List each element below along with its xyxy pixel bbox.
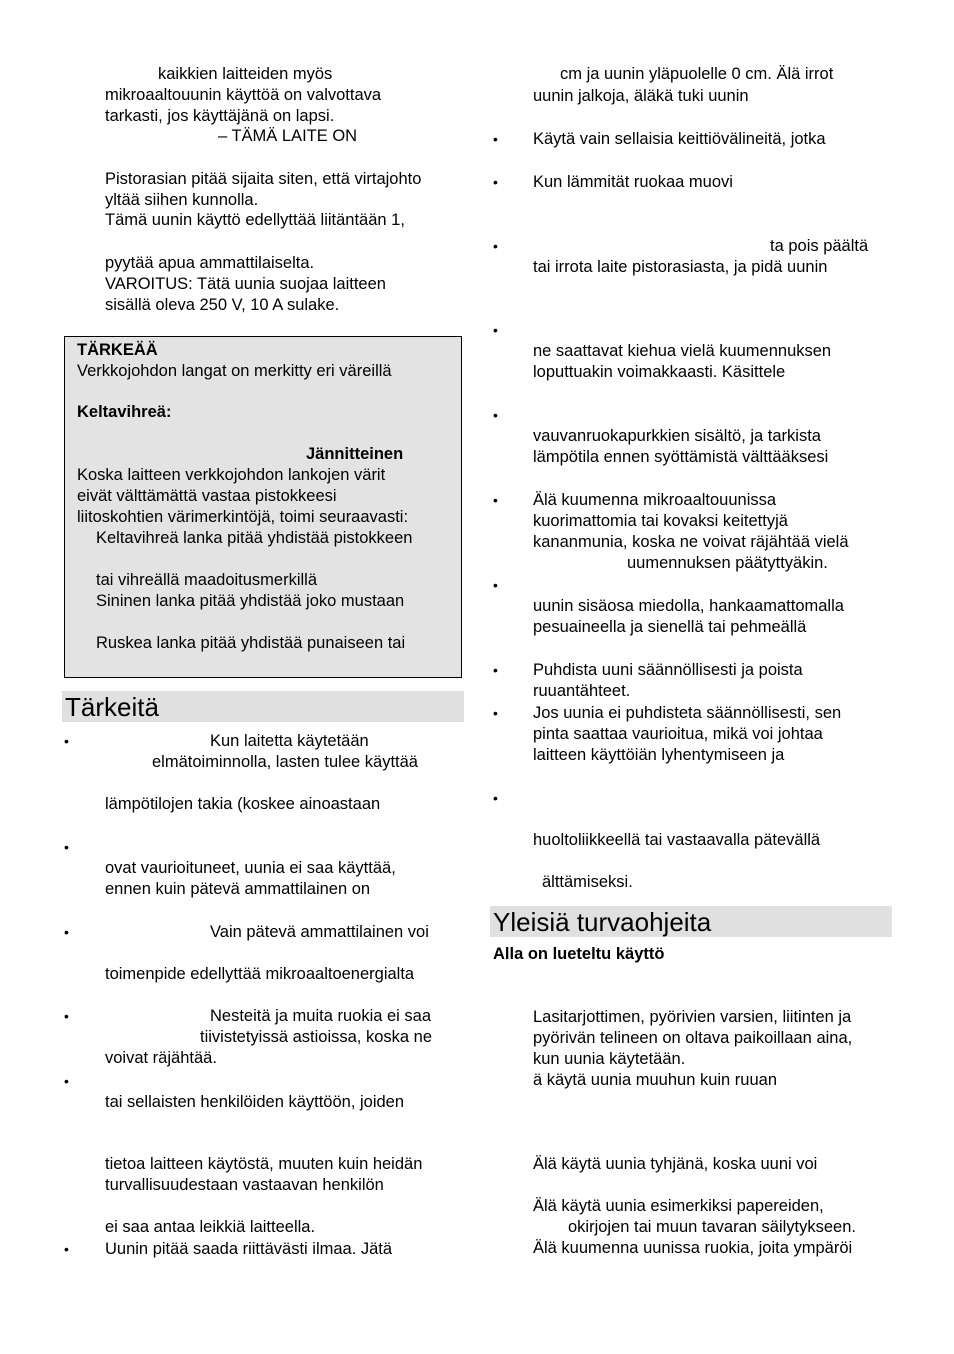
text-line: sisällä oleva 250 V, 10 A sulake.: [105, 296, 340, 314]
list-item: lämpötilojen takia (koskee ainoastaan: [105, 795, 381, 813]
bullet: •: [64, 1073, 69, 1089]
list-item: ovat vaurioituneet, uunia ei saa käyttää,: [105, 859, 396, 877]
list-item: elmätoiminnolla, lasten tulee käyttää: [152, 753, 418, 771]
text-line: Pistorasian pitää sijaita siten, että virtajohto: [105, 170, 422, 188]
list-item: uumennuksen päätyttyäkin.: [627, 554, 828, 572]
text-line: Älä käytä uunia esimerkiksi papereiden,: [533, 1197, 824, 1215]
list-item: ta pois päältä: [770, 237, 869, 255]
list-item: huoltoliikkeellä tai vastaavalla pätevällä: [533, 831, 821, 849]
text-line: kun uunia käytetään.: [533, 1050, 686, 1068]
bullet: •: [493, 238, 498, 254]
list-item: voivat räjähtää.: [105, 1049, 217, 1067]
list-item: Nesteitä ja muita ruokia ei saa: [210, 1007, 432, 1025]
box-title: TÄRKEÄÄ: [77, 341, 158, 359]
bullet: •: [64, 839, 69, 855]
list-item: uunin sisäosa miedolla, hankaamattomalla: [533, 597, 844, 615]
bullet: •: [493, 492, 498, 508]
box-line: eivät välttämättä vastaa pistokkeesi: [77, 487, 337, 505]
text-line: yltää siihen kunnolla.: [105, 191, 259, 209]
list-item: toimenpide edellyttää mikroaaltoenergialta: [105, 965, 415, 983]
list-item: ne saattavat kiehua vielä kuumennuksen: [533, 342, 832, 360]
list-item: tai sellaisten henkilöiden käyttöön, joiden: [105, 1093, 405, 1111]
list-item: lämpötila ennen syöttämistä välttääksesi: [533, 448, 829, 466]
list-item: pinta saattaa vaurioitua, mikä voi johtaa: [533, 725, 823, 743]
text-line: kaikkien laitteiden myös: [158, 65, 333, 83]
bullet: •: [493, 131, 498, 147]
bullet: •: [64, 733, 69, 749]
list-item: älttämiseksi.: [542, 873, 633, 891]
text-line: ä käytä uunia muuhun kuin ruuan: [533, 1071, 778, 1089]
box-line: Verkkojohdon langat on merkitty eri väreillä: [77, 362, 392, 380]
list-item: loputtuakin voimakkaasti. Käsittele: [533, 363, 786, 381]
section-heading: Tärkeitä: [65, 692, 159, 722]
text-line: okirjojen tai muun tavaran säilytykseen.: [568, 1218, 856, 1236]
list-item: Kun lämmität ruokaa muovi: [533, 173, 733, 191]
section-subheading: Alla on lueteltu käyttö: [493, 945, 665, 963]
text-line: Lasitarjottimen, pyörivien varsien, liitinten ja: [533, 1008, 852, 1026]
list-item: tiivistetyissä astioissa, koska ne: [200, 1028, 433, 1046]
box-line: Koska laitteen verkkojohdon lankojen värit: [77, 466, 386, 484]
list-item: vauvanruokapurkkien sisältö, ja tarkista: [533, 427, 821, 445]
bullet: •: [493, 662, 498, 678]
list-item: Jos uunia ei puhdisteta säännöllisesti, sen: [533, 704, 842, 722]
bullet: •: [493, 705, 498, 721]
text-line: pyytää apua ammattilaiselta.: [105, 254, 315, 272]
box-line: Sininen lanka pitää yhdistää joko mustaan: [96, 592, 405, 610]
bullet: •: [64, 1008, 69, 1024]
list-item: Uunin pitää saada riittävästi ilmaa. Jätä: [105, 1240, 393, 1258]
text-line: tarkasti, jos käyttäjänä on lapsi.: [105, 107, 335, 125]
text-line: mikroaaltouunin käyttöä on valvottava: [105, 86, 382, 104]
bullet: •: [493, 577, 498, 593]
bullet: •: [493, 407, 498, 423]
list-item: tietoa laitteen käytöstä, muuten kuin heidän: [105, 1155, 423, 1173]
text-line: Älä kuumenna uunissa ruokia, joita ympäröi: [533, 1239, 853, 1257]
list-item: uunin jalkoja, äläkä tuki uunin: [533, 87, 749, 105]
box-line: liitoskohtien värimerkintöjä, toimi seuraavasti:: [77, 508, 409, 526]
box-yellow-green: Keltavihreä:: [77, 403, 172, 421]
box-line: Ruskea lanka pitää yhdistää punaiseen tai: [96, 634, 406, 652]
list-item: ei saa antaa leikkiä laitteella.: [105, 1218, 316, 1236]
text-line: VAROITUS: Tätä uunia suojaa laitteen: [105, 275, 386, 293]
list-item: Älä kuumenna mikroaaltouunissa: [533, 491, 777, 509]
bullet: •: [493, 322, 498, 338]
list-item: Käytä vain sellaisia keittiövälineitä, jotka: [533, 130, 826, 148]
bullet: •: [64, 924, 69, 940]
list-item: tai irrota laite pistorasiasta, ja pidä uunin: [533, 258, 828, 276]
bullet: •: [493, 790, 498, 806]
bullet: •: [64, 1241, 69, 1257]
box-line: Keltavihreä lanka pitää yhdistää pistokkeen: [96, 529, 413, 547]
bullet: •: [493, 174, 498, 190]
list-item: Puhdista uuni säännöllisesti ja poista: [533, 661, 803, 679]
list-item: Kun laitetta käytetään: [210, 732, 369, 750]
text-line: Tämä uunin käyttö edellyttää liitäntään 1,: [105, 211, 405, 229]
list-item: kananmunia, koska ne voivat räjähtää vielä: [533, 533, 849, 551]
list-item: Vain pätevä ammattilainen voi: [210, 923, 429, 941]
list-item: turvallisuudestaan vastaavan henkilön: [105, 1176, 384, 1194]
text-line: pyörivän telineen on oltava paikoillaan aina,: [533, 1029, 853, 1047]
list-item: laitteen käyttöiän lyhentymiseen ja: [533, 746, 785, 764]
box-line: tai vihreällä maadoitusmerkillä: [96, 571, 318, 589]
section-heading: Yleisiä turvaohjeita: [493, 907, 712, 937]
text-line: – TÄMÄ LAITE ON: [218, 127, 358, 145]
list-item: ruuantähteet.: [533, 682, 631, 700]
list-item: ennen kuin pätevä ammattilainen on: [105, 880, 371, 898]
text-line: Älä käytä uunia tyhjänä, koska uuni voi: [533, 1155, 818, 1173]
list-item: kuorimattomia tai kovaksi keitettyjä: [533, 512, 788, 530]
list-item: pesuaineella ja sienellä tai pehmeällä: [533, 618, 807, 636]
box-live: Jännitteinen: [306, 445, 404, 463]
list-item: cm ja uunin yläpuolelle 0 cm. Älä irrot: [560, 65, 834, 83]
